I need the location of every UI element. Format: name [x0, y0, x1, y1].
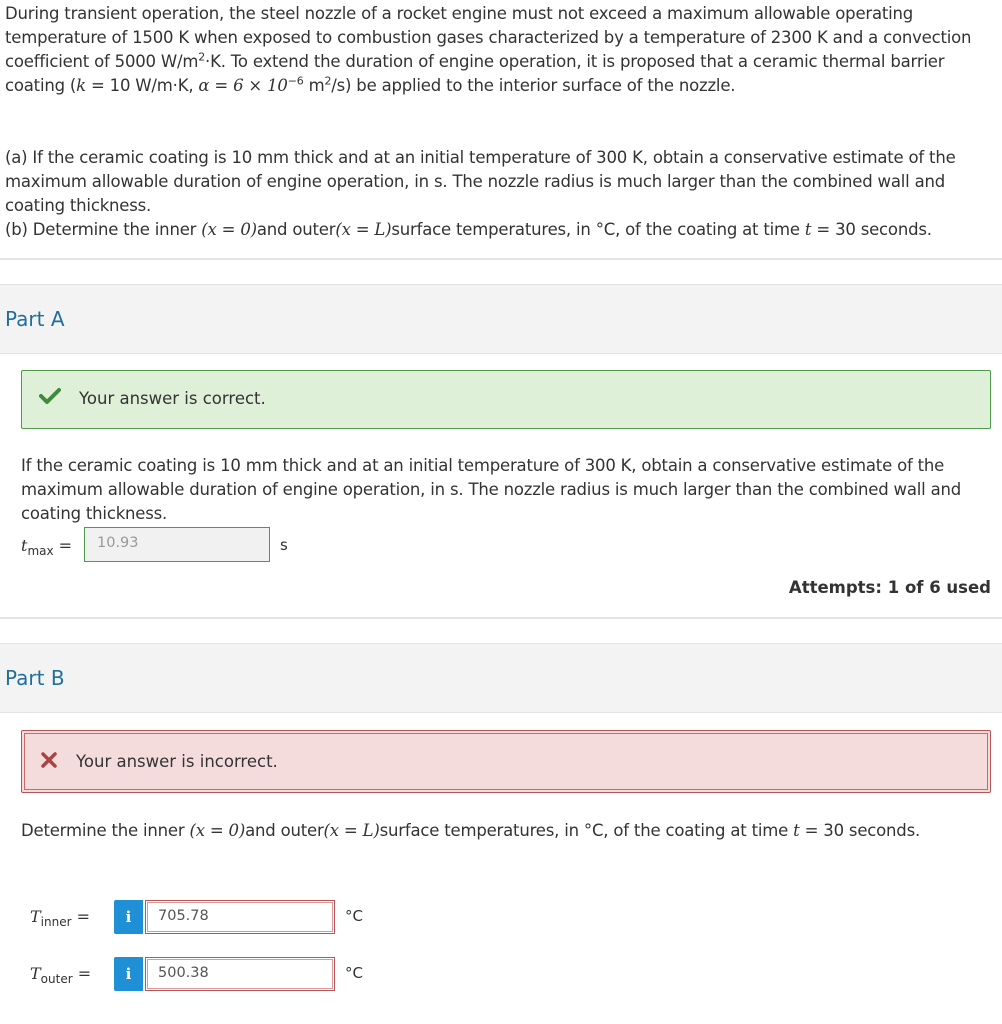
info-icon[interactable]: i [114, 900, 143, 934]
divider [0, 617, 1002, 619]
check-icon [39, 387, 61, 405]
question-a-text: (a) If the ceramic coating is 10 mm thick and at an initial temperature of 300 K, obtain a conservative estimate of the maximum allowable duration of engine operation, in s. The nozzle radius is much larger than the combined wall and coating thickness. [5, 148, 956, 215]
problem-statement: During transient operation, the steel nozzle of a rocket engine must not exceed a maximum allowable operating temperature of 1500 K when exposed to combustion gases characterized by a temperature of 2300 K and a convection coefficient of 5000 $W/m^2\cdot K$. To extend the duration of engine operation, it is proposed that a ceramic thermal barrier coating (k = 10 W/m·K, $\alpha = 6 \times 10^{-6}$ $m^2/s$) be applied to the interior surface of the nozzle. [5, 4, 972, 95]
divider [0, 258, 1002, 260]
t-max-unit: s [280, 536, 288, 554]
part-b-question: Determine the inner (x = 0)and outer(x = L)surface temperatures, in °C, of the coating at time t = 30 seconds. [21, 821, 921, 840]
t-max-input[interactable]: 10.93 [84, 527, 270, 562]
part-a-title: Part A [5, 307, 65, 331]
t-max-label: $t_{max}$ = [21, 536, 73, 559]
part-a-question: If the ceramic coating is 10 mm thick and at an initial temperature of 300 K, obtain a conservative estimate of the maximum allowable duration of engine operation, in s. The nozzle radius is much larger than the combined wall and coating thickness. [21, 456, 962, 523]
attempts-counter: Attempts: 1 of 6 used [788, 578, 991, 597]
part-a-feedback-correct [21, 370, 991, 429]
t-outer-unit: °C [345, 964, 363, 982]
part-b-header[interactable] [0, 643, 1002, 713]
feedback-text: Your answer is incorrect. [76, 752, 278, 771]
cross-icon [41, 752, 57, 768]
t-inner-label: $T_{inner}$ = [30, 907, 91, 930]
t-inner-unit: °C [345, 907, 363, 925]
t-outer-label: $T_{outer}$ = [30, 964, 92, 987]
t-outer-input[interactable]: 500.38 [145, 957, 335, 991]
part-a-header[interactable] [0, 284, 1002, 354]
t-inner-input[interactable]: 705.78 [145, 900, 335, 934]
feedback-text: Your answer is correct. [79, 389, 266, 408]
part-b-feedback-incorrect [21, 730, 991, 793]
info-icon[interactable]: i [114, 957, 143, 991]
question-b-text: (b) Determine the inner (x = 0)and outer(x = L)surface temperatures, in °C, of the coating at time t = 30 seconds. [5, 220, 932, 239]
part-b-title: Part B [5, 666, 65, 690]
